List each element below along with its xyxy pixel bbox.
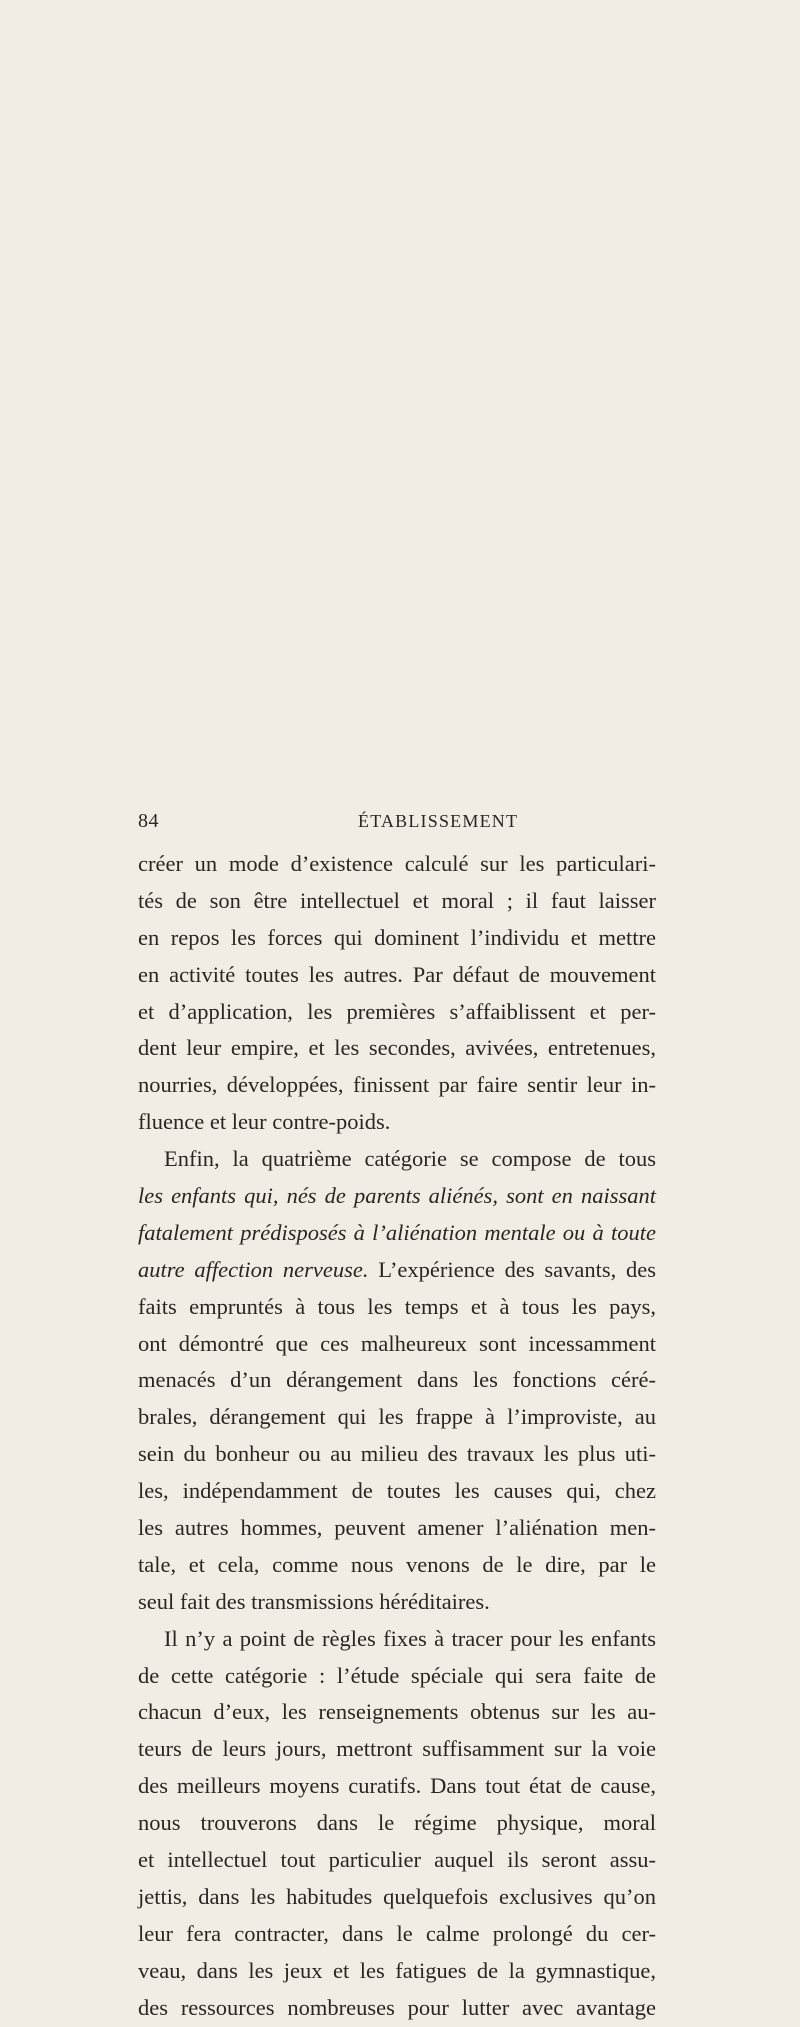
body-text <box>138 846 656 2027</box>
text-line: Il n’y a point de règles fixes à tracer pour les enfants <box>164 1625 656 1651</box>
text-line: veau, dans les jeux et les fatigues de la gymnastique, <box>138 1957 656 1983</box>
text-line: autre affection nerveuse. L’expérience des savants, des <box>138 1256 656 1282</box>
text-line: dent leur empire, et les secondes, avivées, entretenues, <box>138 1035 656 1061</box>
text-line: leur fera contracter, dans le calme prolongé du cer- <box>138 1920 656 1946</box>
text-line: chacun d’eux, les renseignements obtenus sur les au- <box>138 1699 656 1725</box>
text-line: les autres hommes, peuvent amener l’aliénation men- <box>138 1515 656 1541</box>
text-line: nourries, développées, finissent par faire sentir leur in- <box>138 1072 656 1098</box>
text-line: faits empruntés à tous les temps et à tous les pays, <box>138 1293 656 1319</box>
text-line: et intellectuel tout particulier auquel ils seront assu- <box>138 1847 656 1873</box>
text-line: teurs de leurs jours, mettront suffisamment sur la voie <box>138 1736 656 1762</box>
text-line: de cette catégorie : l’étude spéciale qui sera faite de <box>138 1662 656 1688</box>
text-line: jettis, dans les habitudes quelquefois exclusives qu’on <box>138 1883 656 1909</box>
text-line: les enfants qui, nés de parents aliénés, sont en naissant <box>138 1183 656 1209</box>
text-line: et d’application, les premières s’affaiblissent et per- <box>138 998 656 1024</box>
text-line: tale, et cela, comme nous venons de le dire, par le <box>138 1551 656 1577</box>
text-line: des ressources nombreuses pour lutter avec avantage <box>138 1994 656 2020</box>
text-line: sein du bonheur ou au milieu des travaux les plus uti- <box>138 1441 656 1467</box>
text-line: nous trouverons dans le régime physique, moral <box>138 1810 656 1836</box>
text-line: ont démontré que ces malheureux sont incessamment <box>138 1330 656 1356</box>
text-line: tés de son être intellectuel et moral ; il faut laisser <box>138 887 656 913</box>
text-line: en activité toutes les autres. Par défaut de mouvement <box>138 961 656 987</box>
text-line: Enfin, la quatrième catégorie se compose de tous <box>164 1146 656 1172</box>
text-line: des meilleurs moyens curatifs. Dans tout état de cause, <box>138 1773 656 1799</box>
page-number: 84 <box>138 810 159 832</box>
text-line: fatalement prédisposés à l’aliénation mentale ou à toute <box>138 1219 656 1245</box>
text-line: brales, dérangement qui les frappe à l’improviste, au <box>138 1404 656 1430</box>
text-line: seul fait des transmissions héréditaires. <box>138 1588 490 1614</box>
text-line: en repos les forces qui dominent l’individu et mettre <box>138 924 656 950</box>
text-line: créer un mode d’existence calculé sur les particulari- <box>138 851 656 876</box>
text-line: menacés d’un dérangement dans les fonctions céré- <box>138 1367 656 1393</box>
text-line: les, indépendamment de toutes les causes qui, chez <box>138 1478 656 1504</box>
text-line: fluence et leur contre-poids. <box>138 1109 391 1135</box>
running-head: ÉTABLISSEMENT <box>358 811 519 831</box>
